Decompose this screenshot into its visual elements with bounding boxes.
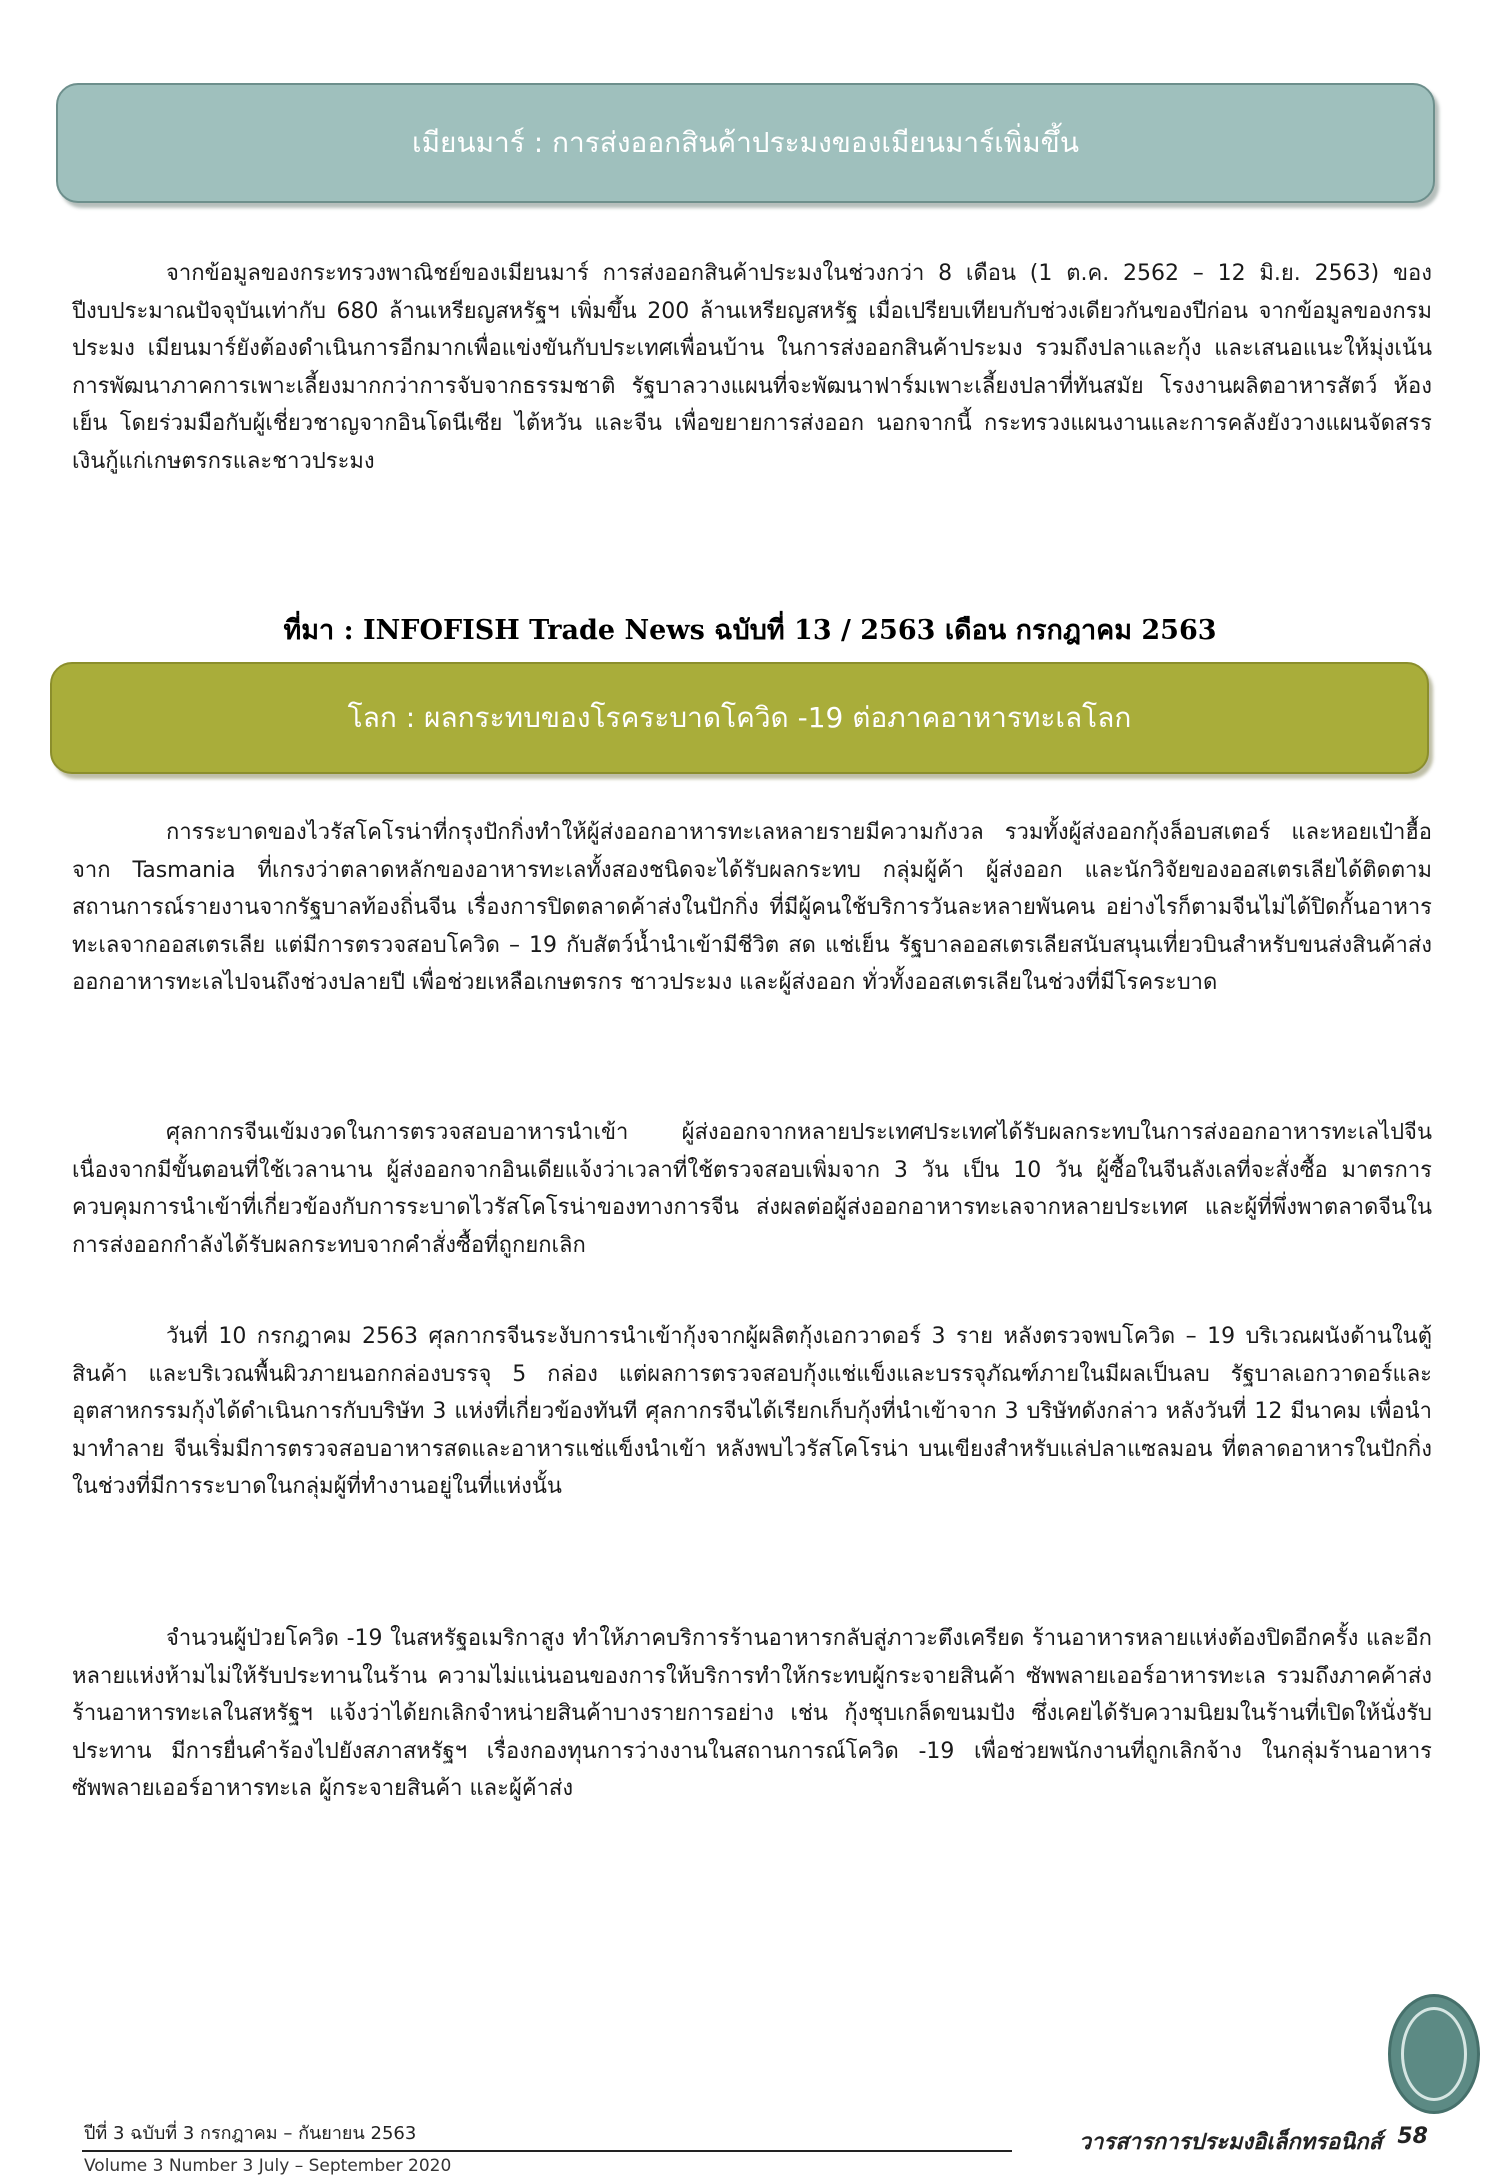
section-banner-myanmar xyxy=(56,83,1435,203)
paragraph-world-3: วันที่ 10 กรกฎาคม 2563 ศุลกากรจีนระงับการนำเข้ากุ้งจากผู้ผลิตกุ้งเอกวาดอร์ 3 ราย หลังตรวจพบโควิด – 19 บริเวณผนังด้านในตู้สินค้า และบริเวณพื้นผิวภายนอกกล่องบรรจุ 5 กล่อง แต่ผลการตรวจสอบกุ้งแช่แข็งและบรรจุภัณฑ์ภายในมีผลเป็นลบ รัฐบาลเอกวาดอร์และอุตสาหกรรมกุ้งได้ดำเนินการกับบริษัท 3 แห่งที่เกี่ยวข้องทันที ศุลกากรจีนได้เรียกเก็บกุ้งที่นำเข้าจาก 3 บริษัทดังกล่าว หลังวันที่ 12 มีนาคม เพื่อนำมาทำลาย จีนเริ่มมีการตรวจสอบอาหารสดและอาหารแช่แข็งนำเข้า หลังพบไวรัสโคโรน่า บนเขียงสำหรับแล่ปลาแซลมอน ที่ตลาดอาหารในปักกิ่ง ในช่วงที่มีการระบาดในกลุ่มผู้ที่ทำงานอยู่ในที่แห่งนั้น xyxy=(72,1324,1432,1499)
footer-divider xyxy=(82,2150,1012,2152)
decorative-oval-ring xyxy=(1401,2007,1467,2101)
source-citation: ที่มา : INFOFISH Trade News ฉบับที่ 13 / 2563 เดือน กรกฎาคม 2563 xyxy=(283,615,1217,646)
decorative-oval xyxy=(1388,1994,1480,2114)
journal-name: วารสารการประมงอิเล็กทรอนิกส์ xyxy=(1078,2130,1382,2155)
paragraph-myanmar: จากข้อมูลของกระทรวงพาณิชย์ของเมียนมาร์ การส่งออกสินค้าประมงในช่วงกว่า 8 เดือน (1 ต.ค. 2562 – 12 มิ.ย. 2563) ของปีงบประมาณปัจจุบันเท่ากับ 680 ล้านเหรียญสหรัฐฯ เพิ่มขึ้น 200 ล้านเหรียญสหรัฐ เมื่อเปรียบเทียบกับช่วงเดียวกันของปีก่อน จากข้อมูลของกรมประมง เมียนมาร์ยังต้องดำเนินการอีกมากเพื่อแข่งขันกับประเทศเพื่อนบ้าน ในการส่งออกสินค้าประมง รวมถึงปลาและกุ้ง และเสนอแนะให้มุ่งเน้นการพัฒนาภาคการเพาะเลี้ยงมากกว่าการจับจากธรรมชาติ รัฐบาลวางแผนที่จะพัฒนาฟาร์มเพาะเลี้ยงปลาที่ทันสมัย โรงงานผลิตอาหารสัตว์ ห้องเย็น โดยร่วมมือกับผู้เชี่ยวชาญจากอินโดนีเซีย ไต้หวัน และจีน เพื่อขยายการส่งออก นอกจากนี้ กระทรวงแผนงานและการคลังยังวางแผนจัดสรรเงินกู้แก่เกษตรกรและชาวประมง xyxy=(72,261,1432,474)
section-title-myanmar: เมียนมาร์ : การส่งออกสินค้าประมงของเมียนมาร์เพิ่มขึ้น xyxy=(412,126,1079,159)
section-title-world: โลก : ผลกระทบของโรคระบาดโควิด -19 ต่อภาคอาหารทะเลโลก xyxy=(347,701,1132,734)
paragraph-world-4: จำนวนผู้ป่วยโควิด -19 ในสหรัฐอเมริกาสูง ทำให้ภาคบริการร้านอาหารกลับสู่ภาวะตึงเครียด ร้านอาหารหลายแห่งต้องปิดอีกครั้ง และอีกหลายแห่งห้ามไม่ให้รับประทานในร้าน ความไม่แน่นอนของการให้บริการทำให้กระทบผู้กระจายสินค้า ซัพพลายเออร์อาหารทะเล รวมถึงภาคค้าส่ง ร้านอาหารทะเลในสหรัฐฯ แจ้งว่าได้ยกเลิกจำหน่ายสินค้าบางรายการอย่าง เช่น กุ้งชุบเกล็ดขนมปัง ซึ่งเคยได้รับความนิยมในร้านที่เปิดให้นั่งรับประทาน มีการยื่นคำร้องไปยังสภาสหรัฐฯ เรื่องกองทุนการว่างงานในสถานการณ์โควิด -19 เพื่อช่วยพนักงานที่ถูกเลิกจ้าง ในกลุ่มร้านอาหาร ซัพพลายเออร์อาหารทะเล ผู้กระจายสินค้า และผู้ค้าส่ง xyxy=(72,1626,1432,1801)
footer-issue-thai: ปีที่ 3 ฉบับที่ 3 กรกฎาคม – กันยายน 2563 xyxy=(84,2123,417,2144)
page-number: 58 xyxy=(1397,2124,1428,2149)
footer-issue-english: Volume 3 Number 3 July – September 2020 xyxy=(84,2156,452,2176)
paragraph-world-2: ศุลกากรจีนเข้มงวดในการตรวจสอบอาหารนำเข้า ผู้ส่งออกจากหลายประเทศประเทศได้รับผลกระทบในการส่งออกอาหารทะเลไปจีนเนื่องจากมีขั้นตอนที่ใช้เวลานาน ผู้ส่งออกจากอินเดียแจ้งว่าเวลาที่ใช้ตรวจสอบเพิ่มจาก 3 วัน เป็น 10 วัน ผู้ซื้อในจีนลังเลที่จะสั่งซื้อ มาตรการควบคุมการนำเข้าที่เกี่ยวข้องกับการระบาดไวรัสโคโรน่าของทางการจีน ส่งผลต่อผู้ส่งออกอาหารทะเลจากหลายประเทศ และผู้ที่พึ่งพาตลาดจีนในการส่งออกกำลังได้รับผลกระทบจากคำสั่งซื้อที่ถูกยกเลิก xyxy=(72,1120,1432,1258)
section-banner-world xyxy=(50,662,1429,774)
paragraph-world-1: การระบาดของไวรัสโคโรน่าที่กรุงปักกิ่งทำให้ผู้ส่งออกอาหารทะเลหลายรายมีความกังวล รวมทั้งผู้ส่งออกกุ้งล็อบสเตอร์ และหอยเป๋าฮื้อ จาก Tasmania ที่เกรงว่าตลาดหลักของอาหารทะเลทั้งสองชนิดจะได้รับผลกระทบ กลุ่มผู้ค้า ผู้ส่งออก และนักวิจัยของออสเตรเลียได้ติดตามสถานการณ์รายงานจากรัฐบาลท้องถิ่นจีน เรื่องการปิดตลาดค้าส่งในปักกิ่ง ที่มีผู้คนใช้บริการวันละหลายพันคน อย่างไรก็ตามจีนไม่ได้ปิดกั้นอาหารทะเลจากออสเตรเลีย แต่มีการตรวจสอบโควิด – 19 กับสัตว์น้ำนำเข้ามีชีวิต สด แช่เย็น รัฐบาลออสเตรเลียสนับสนุนเที่ยวบินสำหรับขนส่งสินค้าส่งออกอาหารทะเลไปจนถึงช่วงปลายปี เพื่อช่วยเหลือเกษตรกร ชาวประมง และผู้ส่งออก ทั่วทั้งออสเตรเลียในช่วงที่มีโรคระบาด xyxy=(72,820,1432,995)
